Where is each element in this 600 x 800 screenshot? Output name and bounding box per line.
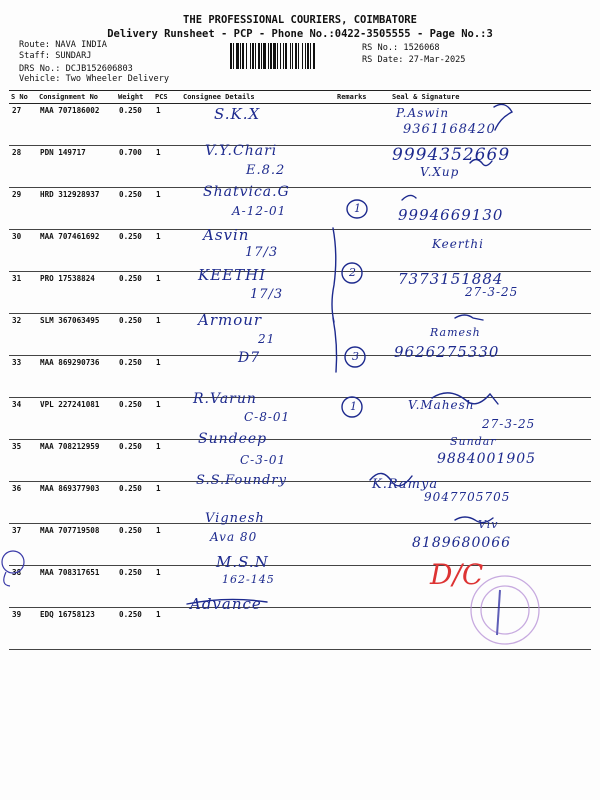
table-row (9, 314, 591, 356)
col-consignee: Consignee Details (181, 91, 335, 104)
hw-consignee: S.S.Foundry (196, 473, 287, 488)
cell-consignment: MAA 708212959 (37, 440, 116, 482)
hw-consignee: D7 (238, 350, 261, 366)
vehicle-label: Vehicle: Two Wheeler Delivery (19, 74, 170, 84)
hw-consignee: V.Y.Chari (205, 143, 278, 159)
cell-sno: 38 (9, 566, 37, 608)
cell-consignment: SLM 367063495 (37, 314, 116, 356)
hw-consignee: C-3-01 (240, 453, 287, 467)
cell-remarks (335, 356, 390, 398)
cell-pcs: 1 (153, 524, 181, 566)
cell-remarks (335, 524, 390, 566)
hw-consignee: M.S.N (216, 553, 269, 571)
cell-consignment: MAA 708317651 (37, 566, 116, 608)
hw-consignee: Shatvica.G (203, 184, 290, 200)
cell-weight: 0.250 (116, 272, 153, 314)
cell-weight: 0.250 (116, 608, 153, 650)
cell-remarks (335, 440, 390, 482)
cell-consignment: HRD 312928937 (37, 188, 116, 230)
hw-signature: V.Xup (420, 165, 460, 179)
cell-consignment: MAA 869290736 (37, 356, 116, 398)
cell-remarks (335, 188, 390, 230)
cell-weight: 0.250 (116, 104, 153, 146)
table-row (9, 566, 591, 608)
col-pcs: PCS (153, 91, 181, 104)
cell-pcs: 1 (153, 440, 181, 482)
cell-weight: 0.700 (116, 146, 153, 188)
hw-signature: 9626275330 (394, 343, 500, 361)
hw-consignee: 17/3 (250, 287, 284, 302)
cell-pcs: 1 (153, 398, 181, 440)
cell-signature (390, 356, 591, 398)
hw-consignee: Ava 80 (210, 530, 258, 544)
hw-consignee: 17/3 (245, 245, 279, 260)
cell-pcs: 1 (153, 272, 181, 314)
company-title: THE PROFESSIONAL COURIERS, COIMBATORE (183, 14, 417, 26)
cell-remarks (335, 146, 390, 188)
cell-weight: 0.250 (116, 398, 153, 440)
hw-signature: Sundar (450, 435, 497, 448)
hw-consignee: S.K.X (214, 105, 261, 123)
hw-consignee: Vignesh (205, 511, 265, 526)
rs-number: RS No.: 1526068 (362, 43, 440, 53)
cell-weight: 0.250 (116, 230, 153, 272)
cell-remarks (335, 314, 390, 356)
cell-remarks (335, 608, 390, 650)
table-header-row (9, 91, 591, 104)
hw-signature: Viv (478, 518, 499, 531)
cell-sno: 35 (9, 440, 37, 482)
col-signature: Seal & Signature (390, 91, 591, 104)
hw-signature: K.Ramya (372, 477, 439, 492)
hw-consignee: Armour (198, 311, 263, 329)
rs-date: RS Date: 27-Mar-2025 (362, 55, 466, 65)
cell-sno: 36 (9, 482, 37, 524)
hw-remark: 1 (350, 400, 358, 413)
cell-pcs: 1 (153, 314, 181, 356)
cell-pcs: 1 (153, 188, 181, 230)
cell-pcs: 1 (153, 230, 181, 272)
hw-consignee: KEETHI (198, 266, 267, 284)
cell-remarks (335, 104, 390, 146)
cell-remarks (335, 230, 390, 272)
hw-consignee: 162-145 (222, 573, 275, 586)
hw-consignee: R.Varun (193, 391, 257, 407)
runsheet-table (9, 90, 591, 650)
hw-consignee: E.8.2 (246, 163, 286, 178)
barcode-bar (315, 43, 316, 69)
hw-consignee: C-8-01 (244, 410, 291, 424)
cell-remarks (335, 398, 390, 440)
cell-pcs: 1 (153, 104, 181, 146)
hw-signature: 27-3-25 (465, 285, 519, 299)
col-weight: Weight (116, 91, 153, 104)
cell-pcs: 1 (153, 482, 181, 524)
hw-remark: 2 (349, 266, 357, 279)
cell-consignee (181, 608, 335, 650)
route-label: Route: NAVA INDIA (19, 40, 107, 50)
cell-sno: 27 (9, 104, 37, 146)
cell-sno: 37 (9, 524, 37, 566)
hw-remark: 1 (354, 202, 362, 215)
cell-consignment: PRO 17538824 (37, 272, 116, 314)
barcode-image (230, 43, 355, 69)
cell-sno: 34 (9, 398, 37, 440)
hw-signature: 9994669130 (398, 206, 504, 224)
hw-signature: 7373151884 (398, 270, 504, 288)
table-row (9, 608, 591, 650)
cell-consignment: VPL 227241081 (37, 398, 116, 440)
col-consignment: Consignment No (37, 91, 116, 104)
cell-consignment: MAA 707461692 (37, 230, 116, 272)
cell-signature (390, 566, 591, 608)
hw-signature: 8189680066 (412, 535, 512, 551)
hw-signature: Ramesh (430, 326, 481, 339)
hw-signature: 9884001905 (437, 451, 537, 467)
cell-pcs: 1 (153, 146, 181, 188)
cell-consignment: EDQ 16758123 (37, 608, 116, 650)
table-row (9, 356, 591, 398)
cell-sno: 32 (9, 314, 37, 356)
cell-sno: 29 (9, 188, 37, 230)
hw-signature: Keerthi (432, 237, 484, 251)
hw-consignee: Advance (190, 595, 262, 613)
cell-pcs: 1 (153, 566, 181, 608)
cell-weight: 0.250 (116, 482, 153, 524)
cell-weight: 0.250 (116, 566, 153, 608)
cell-consignment: MAA 707719508 (37, 524, 116, 566)
hw-remark: 3 (352, 350, 360, 363)
cell-sno: 30 (9, 230, 37, 272)
hw-consignee: A-12-01 (232, 204, 287, 218)
hw-consignee: Asvin (203, 226, 250, 244)
cell-weight: 0.250 (116, 356, 153, 398)
cell-remarks (335, 566, 390, 608)
hw-consignee: 21 (258, 332, 276, 346)
table-row (9, 104, 591, 146)
hw-signature: 9047705705 (424, 490, 511, 504)
cell-weight: 0.250 (116, 188, 153, 230)
hw-signature: 9361168420 (403, 122, 496, 137)
cell-sno: 31 (9, 272, 37, 314)
cell-signature (390, 608, 591, 650)
hw-signature: 9994352669 (392, 145, 511, 165)
cell-sno: 28 (9, 146, 37, 188)
cell-sno: 39 (9, 608, 37, 650)
runsheet-subtitle: Delivery Runsheet - PCP - Phone No.:0422-3505555 - Page No.:3 (107, 28, 493, 40)
col-sno: S No (9, 91, 37, 104)
col-remarks: Remarks (335, 91, 390, 104)
staff-label: Staff: SUNDARJ (19, 51, 92, 61)
hw-signature: P.Aswin (396, 106, 450, 120)
cell-weight: 0.250 (116, 524, 153, 566)
cell-sno: 33 (9, 356, 37, 398)
cell-consignment: PDN 149717 (37, 146, 116, 188)
cell-consignment: MAA 707186002 (37, 104, 116, 146)
table-row (9, 188, 591, 230)
cell-weight: 0.250 (116, 314, 153, 356)
drs-number: DRS No.: DCJB152606803 (19, 64, 133, 74)
cell-consignment: MAA 869377903 (37, 482, 116, 524)
cell-weight: 0.250 (116, 440, 153, 482)
cell-remarks (335, 272, 390, 314)
cell-pcs: 1 (153, 356, 181, 398)
hw-signature-dc: D/C (430, 558, 484, 591)
hw-signature: V.Mahesh (408, 398, 475, 412)
hw-signature: 27-3-25 (482, 417, 536, 431)
cell-signature (390, 230, 591, 272)
table-row (9, 230, 591, 272)
cell-pcs: 1 (153, 608, 181, 650)
hw-consignee: Sundeep (198, 431, 268, 447)
